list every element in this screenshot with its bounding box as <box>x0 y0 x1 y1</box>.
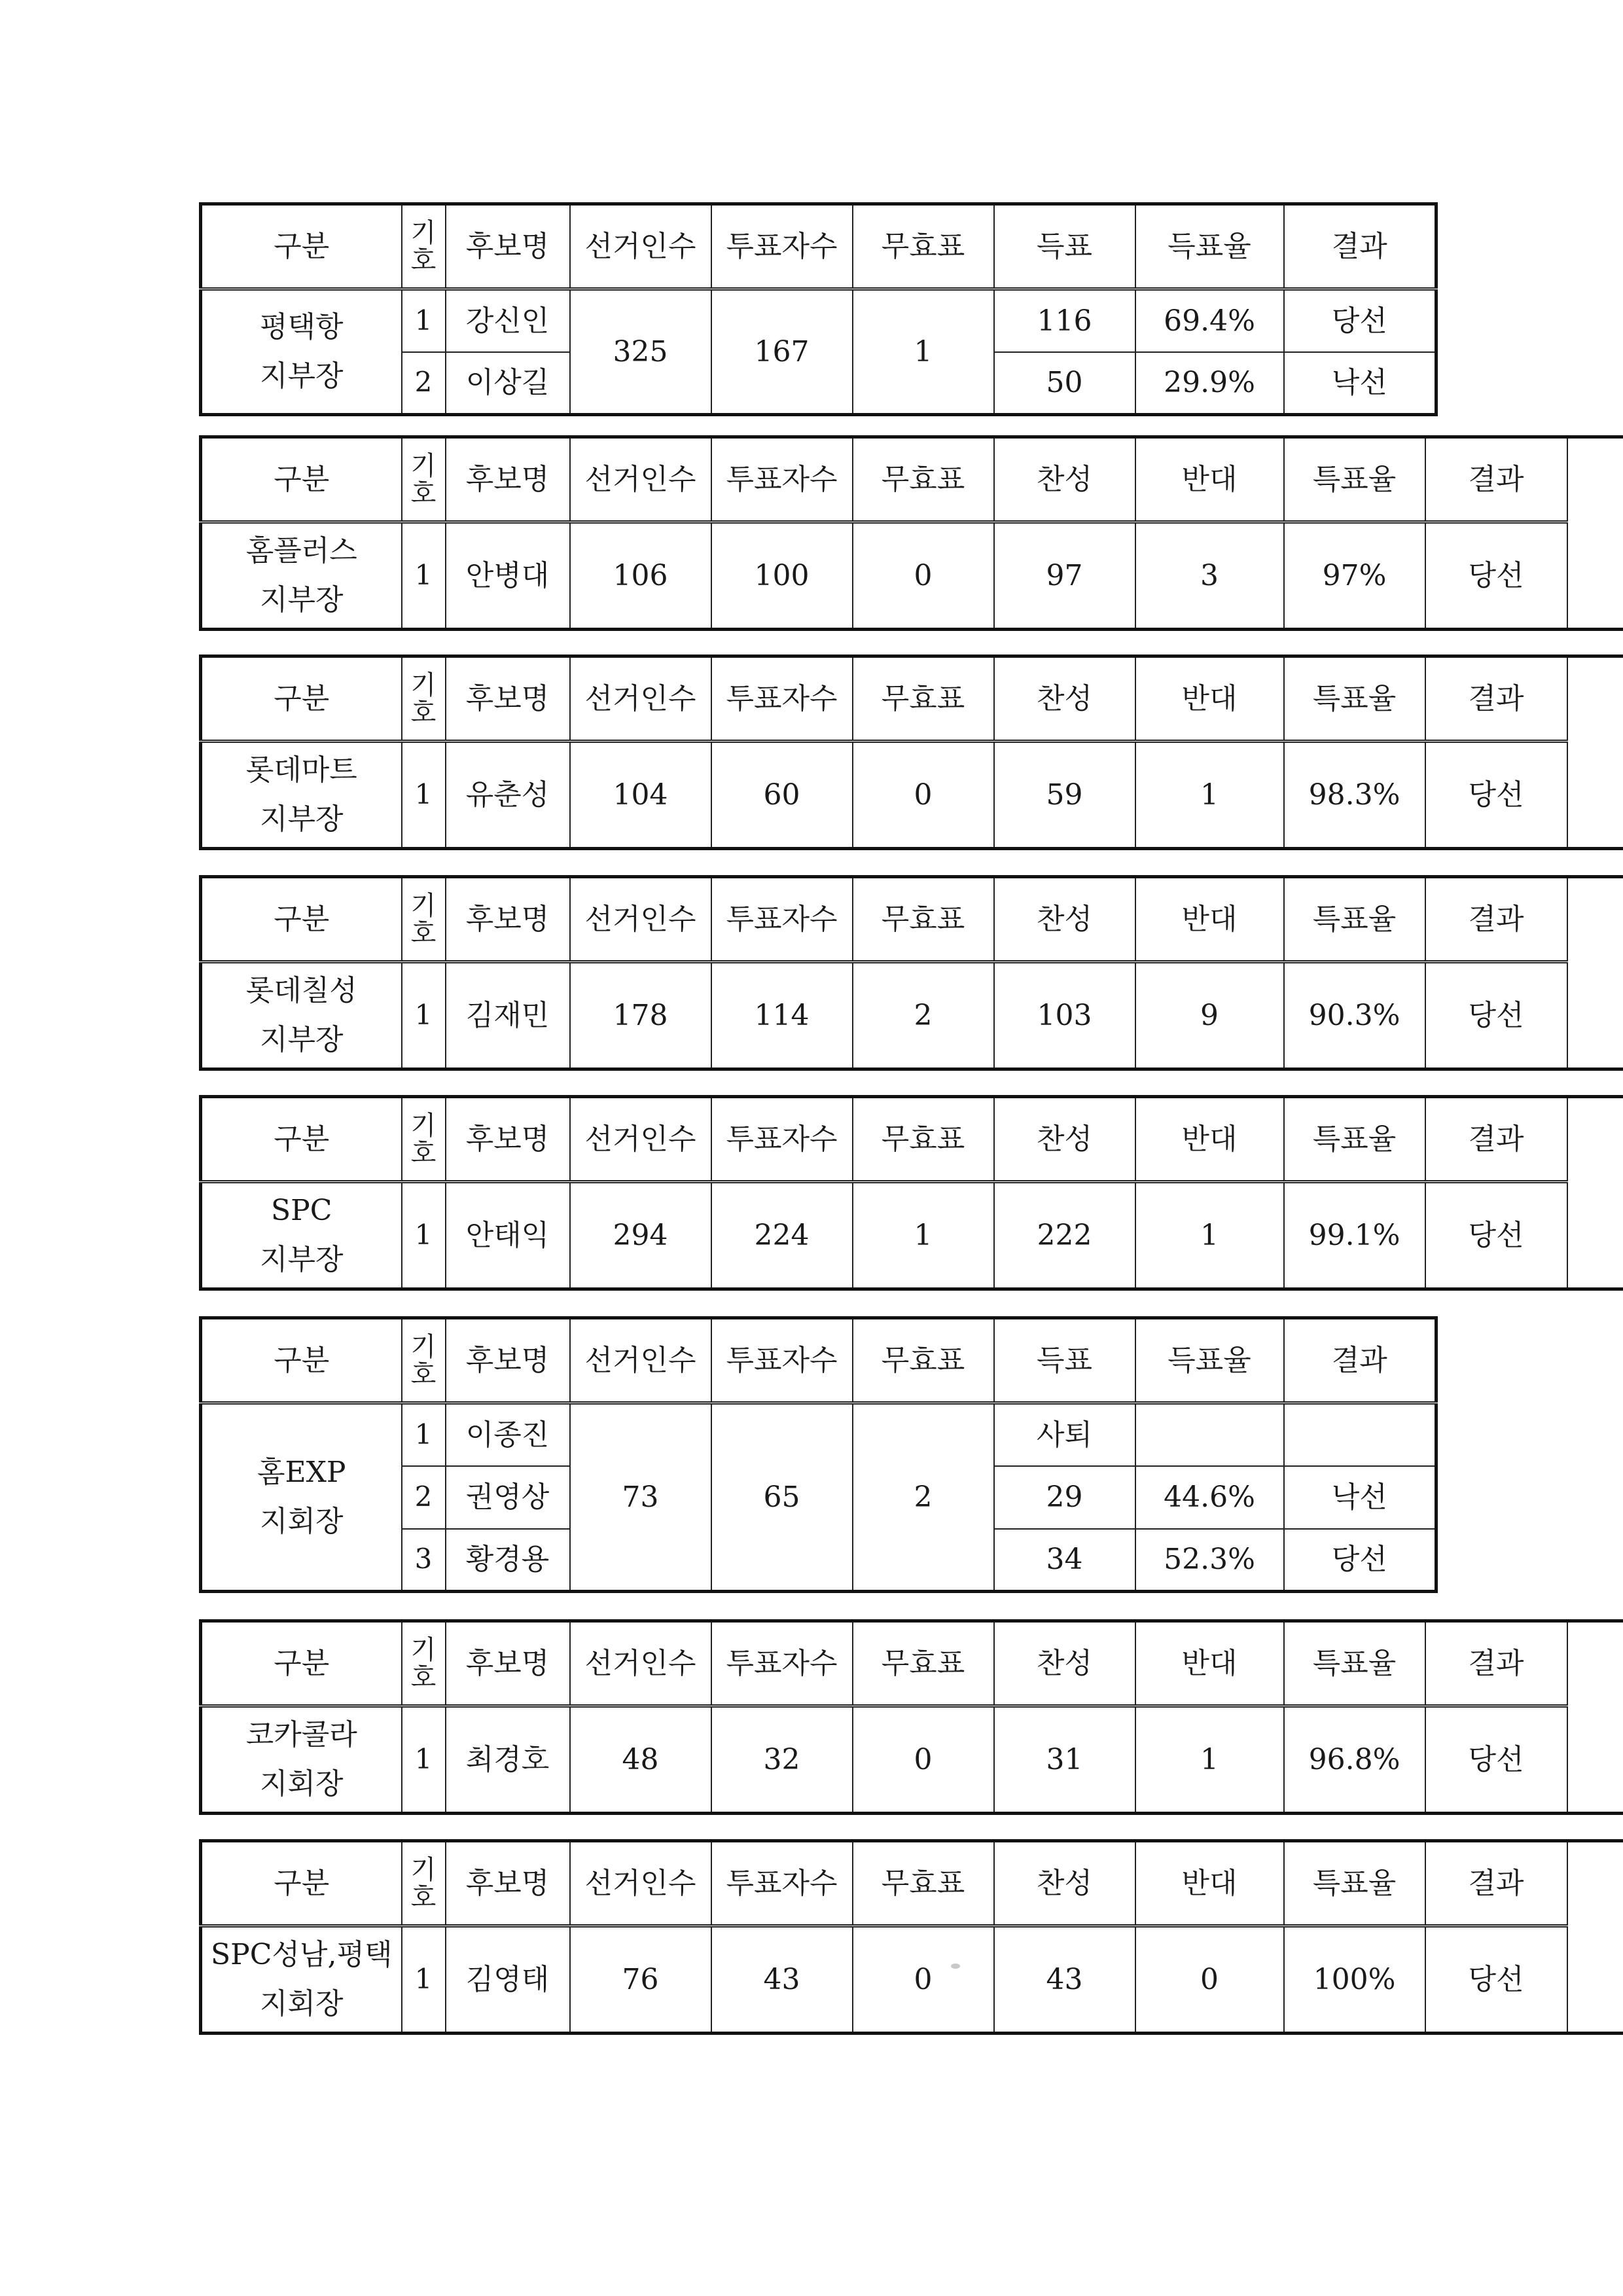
election-table-lotte-chilsung <box>199 875 1623 1071</box>
candidate-name: 이상길 <box>446 352 570 415</box>
vote-rate-cell: 90.3% <box>1284 962 1425 1069</box>
result-cell: 당선 <box>1425 1182 1567 1289</box>
header-number: 기 호 <box>402 877 446 962</box>
vote-rate-cell: 69.4% <box>1135 289 1284 352</box>
candidate-name: 이종진 <box>446 1403 570 1466</box>
header-category: 구분 <box>201 1841 402 1926</box>
candidate-number: 1 <box>402 522 446 630</box>
header-result: 결과 <box>1425 1621 1567 1706</box>
header-category: 구분 <box>201 656 402 742</box>
category-cell: 홈EXP 지회장 <box>201 1403 402 1592</box>
vote-rate-cell: 52.3% <box>1135 1529 1284 1592</box>
header-invalid: 무효표 <box>853 656 994 742</box>
header-category: 구분 <box>201 437 402 522</box>
candidate-name: 유춘성 <box>446 742 570 849</box>
electors-cell: 104 <box>570 742 711 849</box>
invalid-cell: 0 <box>853 1926 994 2034</box>
header-invalid: 무효표 <box>853 204 994 289</box>
header-candidate: 후보명 <box>446 1621 570 1706</box>
header-candidate: 후보명 <box>446 877 570 962</box>
category-cell: 평택항 지부장 <box>201 289 402 415</box>
election-table-home-exp <box>199 1316 1438 1593</box>
no-votes-cell: 9 <box>1135 962 1284 1069</box>
header-electors: 선거인수 <box>570 877 711 962</box>
header-no: 반대 <box>1135 437 1284 522</box>
header-number: 기 호 <box>402 1318 446 1403</box>
vote-rate-cell: 97% <box>1284 522 1425 630</box>
no-votes-cell: 1 <box>1135 1182 1284 1289</box>
header-number: 기 호 <box>402 1097 446 1182</box>
candidate-number: 1 <box>402 1182 446 1289</box>
candidate-name: 최경호 <box>446 1706 570 1814</box>
election-table-coca-cola <box>199 1619 1623 1815</box>
header-votes: 득표 <box>994 1318 1135 1403</box>
candidate-name: 강신인 <box>446 289 570 352</box>
election-table-pyeongtaek-port <box>199 202 1438 416</box>
header-number: 기 호 <box>402 1841 446 1926</box>
voters-cell: 167 <box>711 289 853 415</box>
header-no: 반대 <box>1135 656 1284 742</box>
invalid-cell: 0 <box>853 522 994 630</box>
scan-speck <box>951 1964 960 1969</box>
header-electors: 선거인수 <box>570 1841 711 1926</box>
header-vote-rate: 특표율 <box>1284 437 1425 522</box>
voters-cell: 114 <box>711 962 853 1069</box>
yes-votes-cell: 97 <box>994 522 1135 630</box>
category-cell: 롯데마트 지부장 <box>201 742 402 849</box>
invalid-cell: 1 <box>853 1182 994 1289</box>
header-result: 결과 <box>1425 1097 1567 1182</box>
election-table-spc <box>199 1095 1623 1291</box>
header-result: 결과 <box>1284 1318 1436 1403</box>
no-votes-cell: 1 <box>1135 1706 1284 1814</box>
header-result: 결과 <box>1425 1841 1567 1926</box>
header-number: 기 호 <box>402 1621 446 1706</box>
votes-cell: 34 <box>994 1529 1135 1592</box>
electors-cell: 178 <box>570 962 711 1069</box>
header-vote-rate: 득표율 <box>1135 1318 1284 1403</box>
result-cell: 당선 <box>1284 1529 1436 1592</box>
header-category: 구분 <box>201 1097 402 1182</box>
header-category: 구분 <box>201 1621 402 1706</box>
header-yes: 찬성 <box>994 656 1135 742</box>
vote-rate-cell: 99.1% <box>1284 1182 1425 1289</box>
header-yes: 찬성 <box>994 1841 1135 1926</box>
vote-rate-cell: 96.8% <box>1284 1706 1425 1814</box>
electors-cell: 294 <box>570 1182 711 1289</box>
header-voters: 투표자수 <box>711 1841 853 1926</box>
header-invalid: 무효표 <box>853 1621 994 1706</box>
header-voters: 투표자수 <box>711 877 853 962</box>
header-result: 결과 <box>1425 656 1567 742</box>
result-cell <box>1284 1403 1436 1466</box>
candidate-number: 1 <box>402 1706 446 1814</box>
header-candidate: 후보명 <box>446 1318 570 1403</box>
category-cell: 코카콜라 지회장 <box>201 1706 402 1814</box>
header-candidate: 후보명 <box>446 437 570 522</box>
candidate-name: 안태익 <box>446 1182 570 1289</box>
header-candidate: 후보명 <box>446 1841 570 1926</box>
header-no: 반대 <box>1135 1097 1284 1182</box>
header-candidate: 후보명 <box>446 1097 570 1182</box>
header-no: 반대 <box>1135 1621 1284 1706</box>
candidate-name: 황경용 <box>446 1529 570 1592</box>
electors-cell: 48 <box>570 1706 711 1814</box>
candidate-number: 1 <box>402 1403 446 1466</box>
candidate-number: 1 <box>402 742 446 849</box>
no-votes-cell: 1 <box>1135 742 1284 849</box>
invalid-cell: 0 <box>853 742 994 849</box>
header-invalid: 무효표 <box>853 877 994 962</box>
result-cell: 낙선 <box>1284 352 1436 415</box>
header-vote-rate: 특표율 <box>1284 1621 1425 1706</box>
voters-cell: 224 <box>711 1182 853 1289</box>
candidate-name: 김영태 <box>446 1926 570 2034</box>
yes-votes-cell: 59 <box>994 742 1135 849</box>
voters-cell: 100 <box>711 522 853 630</box>
voters-cell: 43 <box>711 1926 853 2034</box>
category-cell: 롯데칠성 지부장 <box>201 962 402 1069</box>
header-invalid: 무효표 <box>853 1841 994 1926</box>
result-cell: 당선 <box>1425 1926 1567 2034</box>
header-category: 구분 <box>201 1318 402 1403</box>
header-yes: 찬성 <box>994 437 1135 522</box>
no-votes-cell: 3 <box>1135 522 1284 630</box>
result-cell: 낙선 <box>1284 1466 1436 1529</box>
result-cell: 당선 <box>1425 522 1567 630</box>
header-votes: 득표 <box>994 204 1135 289</box>
result-cell: 당선 <box>1284 289 1436 352</box>
header-voters: 투표자수 <box>711 1097 853 1182</box>
electors-cell: 106 <box>570 522 711 630</box>
invalid-cell: 2 <box>853 1403 994 1592</box>
header-voters: 투표자수 <box>711 656 853 742</box>
header-electors: 선거인수 <box>570 204 711 289</box>
votes-cell: 50 <box>994 352 1135 415</box>
votes-cell: 29 <box>994 1466 1135 1529</box>
header-result: 결과 <box>1425 877 1567 962</box>
electors-cell: 325 <box>570 289 711 415</box>
vote-rate-cell <box>1135 1403 1284 1466</box>
header-voters: 투표자수 <box>711 437 853 522</box>
electors-cell: 73 <box>570 1403 711 1592</box>
header-category: 구분 <box>201 877 402 962</box>
invalid-cell: 1 <box>853 289 994 415</box>
header-invalid: 무효표 <box>853 1097 994 1182</box>
header-number: 기 호 <box>402 204 446 289</box>
electors-cell: 76 <box>570 1926 711 2034</box>
voters-cell: 65 <box>711 1403 853 1592</box>
header-electors: 선거인수 <box>570 1097 711 1182</box>
header-candidate: 후보명 <box>446 656 570 742</box>
header-no: 반대 <box>1135 1841 1284 1926</box>
header-vote-rate: 특표율 <box>1284 656 1425 742</box>
header-candidate: 후보명 <box>446 204 570 289</box>
election-table-lotte-mart <box>199 655 1623 850</box>
candidate-name: 안병대 <box>446 522 570 630</box>
candidate-name: 김재민 <box>446 962 570 1069</box>
header-vote-rate: 특표율 <box>1284 1097 1425 1182</box>
header-electors: 선거인수 <box>570 1621 711 1706</box>
candidate-number: 1 <box>402 289 446 352</box>
yes-votes-cell: 31 <box>994 1706 1135 1814</box>
voters-cell: 32 <box>711 1706 853 1814</box>
header-yes: 찬성 <box>994 877 1135 962</box>
header-electors: 선거인수 <box>570 1318 711 1403</box>
candidate-name: 권영상 <box>446 1466 570 1529</box>
vote-rate-cell: 29.9% <box>1135 352 1284 415</box>
candidate-number: 3 <box>402 1529 446 1592</box>
yes-votes-cell: 103 <box>994 962 1135 1069</box>
header-category: 구분 <box>201 204 402 289</box>
header-invalid: 무효표 <box>853 437 994 522</box>
header-yes: 찬성 <box>994 1097 1135 1182</box>
vote-rate-cell: 44.6% <box>1135 1466 1284 1529</box>
result-cell: 당선 <box>1425 1706 1567 1814</box>
header-electors: 선거인수 <box>570 437 711 522</box>
header-result: 결과 <box>1284 204 1436 289</box>
header-number: 기 호 <box>402 656 446 742</box>
header-electors: 선거인수 <box>570 656 711 742</box>
vote-rate-cell: 100% <box>1284 1926 1425 2034</box>
header-no: 반대 <box>1135 877 1284 962</box>
header-yes: 찬성 <box>994 1621 1135 1706</box>
votes-cell: 사퇴 <box>994 1403 1135 1466</box>
header-result: 결과 <box>1425 437 1567 522</box>
header-voters: 투표자수 <box>711 204 853 289</box>
header-invalid: 무효표 <box>853 1318 994 1403</box>
election-table-spc-seongnam-pyeongtaek <box>199 1839 1623 2035</box>
invalid-cell: 0 <box>853 1706 994 1814</box>
candidate-number: 1 <box>402 1926 446 2034</box>
yes-votes-cell: 222 <box>994 1182 1135 1289</box>
invalid-cell: 2 <box>853 962 994 1069</box>
candidate-number: 2 <box>402 1466 446 1529</box>
header-vote-rate: 득표율 <box>1135 204 1284 289</box>
category-cell: SPC성남,평택 지회장 <box>201 1926 402 2034</box>
result-cell: 당선 <box>1425 742 1567 849</box>
yes-votes-cell: 43 <box>994 1926 1135 2034</box>
result-cell: 당선 <box>1425 962 1567 1069</box>
no-votes-cell: 0 <box>1135 1926 1284 2034</box>
votes-cell: 116 <box>994 289 1135 352</box>
header-vote-rate: 특표율 <box>1284 1841 1425 1926</box>
candidate-number: 2 <box>402 352 446 415</box>
category-cell: SPC 지부장 <box>201 1182 402 1289</box>
voters-cell: 60 <box>711 742 853 849</box>
header-voters: 투표자수 <box>711 1318 853 1403</box>
header-voters: 투표자수 <box>711 1621 853 1706</box>
election-table-homeplus <box>199 435 1623 631</box>
header-number: 기 호 <box>402 437 446 522</box>
candidate-number: 1 <box>402 962 446 1069</box>
vote-rate-cell: 98.3% <box>1284 742 1425 849</box>
header-vote-rate: 특표율 <box>1284 877 1425 962</box>
category-cell: 홈플러스 지부장 <box>201 522 402 630</box>
